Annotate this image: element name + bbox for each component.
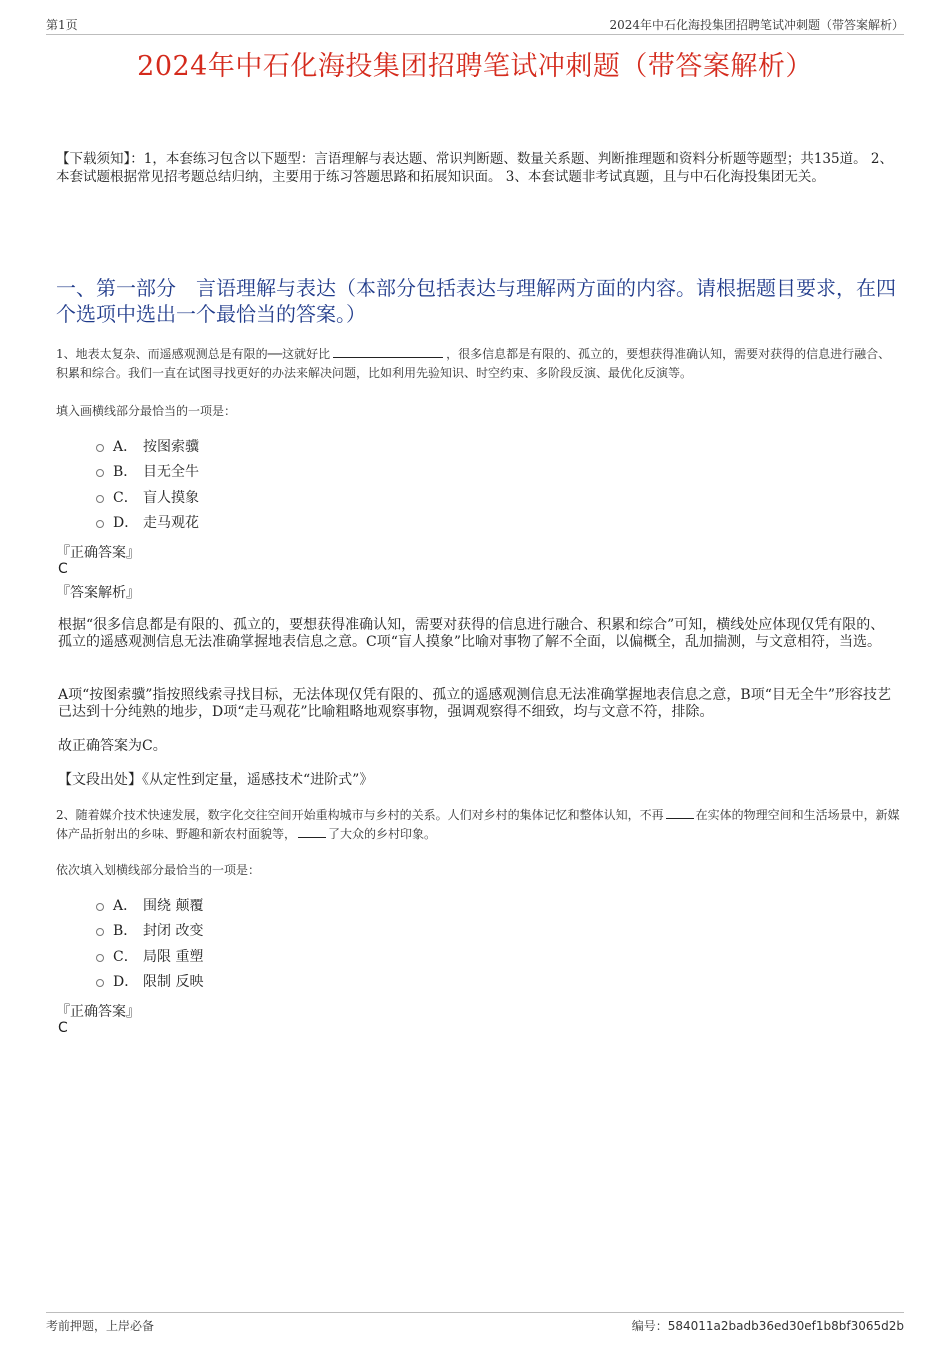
radio-icon[interactable]: [96, 520, 104, 528]
question-2-blank-2: [298, 825, 326, 838]
question-2-stem: 2、随着媒介技术快速发展，数字化交往空间开始重构城市与乡村的关系。人们对乡村的集体记忆和整体认知，不再 在实体的物理空间和生活场景中，新媒体产品折射出的乡味、野趣和新农村面貌等， 了大众的乡村印象。: [56, 808, 900, 841]
radio-icon[interactable]: [96, 469, 104, 477]
radio-icon[interactable]: [96, 444, 104, 452]
page-footer: [46, 1312, 904, 1337]
question-2-blank-1: [666, 806, 694, 819]
page-title: 2024年中石化海投集团招聘笔试冲刺题（带答案解析）: [137, 51, 813, 82]
question-2-option-a[interactable]: A． 围绕 颠覆: [96, 892, 203, 918]
question-1-blank: [333, 345, 443, 358]
question-1-analysis-para-3: 故正确答案为C。: [58, 738, 167, 754]
question-2-instruction: 依次填入划横线部分最恰当的一项是：: [56, 863, 261, 877]
header-doc-title: 2024年中石化海投集团招聘笔试冲刺题（带答案解析）: [609, 18, 904, 32]
question-1-option-a[interactable]: A． 按图索骥: [96, 433, 199, 459]
question-1-analysis-label: 『答案解析』: [56, 585, 140, 601]
question-1-stem-before: 1、地表太复杂、而遥感观测总是有限的──这就好比: [56, 347, 331, 361]
footer-code-label: 编号：: [631, 1319, 668, 1333]
footer-slogan: 考前押题，上岸必备: [46, 1319, 155, 1333]
question-1-stem-after: ，很多信息都是有限的、孤立的，要想获得准确认知，需要对获得的信息进行融合、积累和综合。我们一直在试图寻找更好的办法来解决问题，比如利用先验知识、时空约束、多阶段反演、最优化反演等。: [56, 347, 891, 380]
footer-code-value: 584011a2badb36ed30ef1b8bf3065d2b: [667, 1319, 904, 1333]
radio-icon[interactable]: [96, 903, 104, 911]
download-notice: 【下载须知】：1，本套练习包含以下题型：言语理解与表达题、常识判断题、数量关系题、判断推理题和资料分析题等题型；共135道。 2、本套试题根据常见招考题总结归纳，主要用于练习答题思路和拓展知识面。 3、本套试题非考试真题，且与中石化海投集团无关。: [56, 151, 893, 185]
radio-icon[interactable]: [96, 954, 104, 962]
question-2-option-b[interactable]: B． 封闭 改变: [96, 918, 203, 944]
question-2-answer-label: 『正确答案』: [56, 1004, 140, 1020]
question-1-answer-label: 『正确答案』: [56, 545, 140, 561]
radio-icon[interactable]: [96, 979, 104, 987]
radio-icon[interactable]: [96, 495, 104, 503]
question-1-instruction: 填入画横线部分最恰当的一项是：: [56, 404, 237, 418]
question-1-stem: [56, 345, 901, 383]
radio-icon[interactable]: [96, 928, 104, 936]
question-2-options: [96, 892, 203, 994]
question-1-analysis-para-1: 根据“很多信息都是有限的、孤立的，要想获得准确认知，需要对获得的信息进行融合、积累和综合”可知，横线处应体现仅凭有限的、孤立的遥感观测信息无法准确掌握地表信息之意。C项“盲人摸象”比喻对事物了解不全面，以偏概全，乱加揣测，与文意相符，当选。: [58, 617, 885, 650]
question-1-options: [96, 433, 199, 535]
question-1-answer: C: [58, 561, 68, 577]
question-2-option-d[interactable]: D． 限制 反映: [96, 969, 203, 995]
question-1-source: 【文段出处】《从定性到定量，遥感技术“进阶式”》: [58, 772, 374, 788]
section-heading: 一、第一部分 言语理解与表达（本部分包括表达与理解两方面的内容。请根据题目要求，在四个选项中选出一个最恰当的答案。）: [56, 276, 896, 326]
question-2-option-c[interactable]: C． 局限 重塑: [96, 943, 203, 969]
question-1-analysis-para-2: A项“按图索骥”指按照线索寻找目标，无法体现仅凭有限的、孤立的遥感观测信息无法准确掌握地表信息之意，B项“目无全牛”形容技艺已达到十分纯熟的地步，D项“走马观花”比喻粗略地观察事物，强调观察得不细致，均与文意不符，排除。: [58, 687, 892, 720]
page-number-label: 第1页: [46, 18, 78, 32]
question-1-option-c[interactable]: C． 盲人摸象: [96, 484, 199, 510]
question-1-option-d[interactable]: D． 走马观花: [96, 510, 199, 536]
footer-code: [632, 1317, 904, 1334]
page-header: [46, 14, 904, 35]
question-1-option-b[interactable]: B． 目无全牛: [96, 459, 199, 485]
question-2-answer: C: [58, 1020, 68, 1036]
